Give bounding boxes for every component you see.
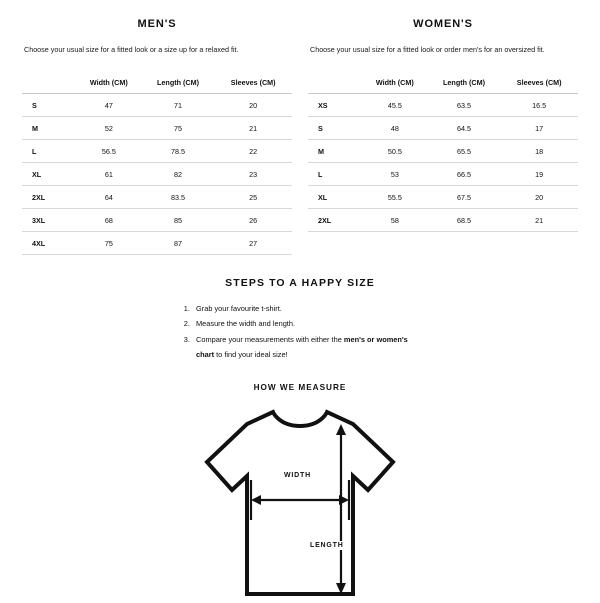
width-value: 55.5 [362, 185, 428, 208]
measure-section [0, 383, 600, 603]
width-measure-arrow [251, 480, 349, 520]
width-value: 53 [362, 162, 428, 185]
sleeves-value: 23 [214, 162, 292, 185]
mens-header-size [22, 71, 76, 94]
sleeves-value: 16.5 [500, 93, 578, 116]
step-text: Grab your favourite t-shirt. [196, 303, 282, 313]
length-label: LENGTH [307, 541, 347, 550]
width-value: 56.5 [76, 139, 142, 162]
list-item [192, 332, 422, 363]
size-label: XL [22, 162, 76, 185]
mens-header-length: Length (CM) [142, 71, 215, 94]
size-label: S [22, 93, 76, 116]
mens-header-width: Width (CM) [76, 71, 142, 94]
length-arrow-top [336, 424, 346, 435]
size-label: S [308, 116, 362, 139]
list-item [192, 301, 422, 317]
mens-chart [14, 18, 300, 255]
size-charts [0, 0, 600, 255]
size-label: 2XL [22, 185, 76, 208]
sleeves-value: 20 [214, 93, 292, 116]
length-value: 75 [142, 116, 215, 139]
size-label: 4XL [22, 231, 76, 254]
table-row [22, 116, 292, 139]
womens-header-size [308, 71, 362, 94]
size-label: L [22, 139, 76, 162]
step-text: Measure the width and length. [196, 319, 296, 329]
width-value: 68 [76, 208, 142, 231]
size-label: M [22, 116, 76, 139]
length-value: 65.5 [428, 139, 501, 162]
table-row [308, 208, 578, 231]
width-value: 75 [76, 231, 142, 254]
length-value: 85 [142, 208, 215, 231]
womens-title: WOMEN'S [413, 18, 473, 30]
tshirt-diagram [185, 398, 415, 603]
sleeves-value: 20 [500, 185, 578, 208]
length-value: 78.5 [142, 139, 215, 162]
steps-section [0, 277, 600, 363]
width-value: 61 [76, 162, 142, 185]
length-value: 71 [142, 93, 215, 116]
sleeves-value: 26 [214, 208, 292, 231]
length-value: 63.5 [428, 93, 501, 116]
womens-size-table [308, 71, 578, 232]
width-label: WIDTH [281, 471, 314, 480]
mens-size-table [22, 71, 292, 255]
table-row [22, 139, 292, 162]
step-text-after: to find your ideal size! [214, 350, 288, 360]
steps-title: STEPS TO A HAPPY SIZE [225, 276, 375, 289]
width-value: 48 [362, 116, 428, 139]
womens-chart [300, 18, 586, 255]
womens-header-length: Length (CM) [428, 71, 501, 94]
sleeves-value: 18 [500, 139, 578, 162]
tshirt-illustration [185, 398, 415, 603]
sleeves-value: 17 [500, 116, 578, 139]
table-row [22, 185, 292, 208]
size-label: XL [308, 185, 362, 208]
width-value: 50.5 [362, 139, 428, 162]
step-text: Compare your measurements with either the [196, 334, 344, 344]
size-label: 3XL [22, 208, 76, 231]
size-label: 2XL [308, 208, 362, 231]
sleeves-value: 21 [214, 116, 292, 139]
length-value: 64.5 [428, 116, 501, 139]
list-item [192, 316, 422, 332]
mens-header-sleeves: Sleeves (CM) [214, 71, 292, 94]
width-value: 64 [76, 185, 142, 208]
table-row [308, 139, 578, 162]
table-row [308, 162, 578, 185]
width-value: 47 [76, 93, 142, 116]
table-row [22, 208, 292, 231]
size-label: M [308, 139, 362, 162]
steps-list [178, 301, 422, 363]
size-label: L [308, 162, 362, 185]
length-value: 67.5 [428, 185, 501, 208]
table-row [308, 116, 578, 139]
length-value: 87 [142, 231, 215, 254]
womens-header-width: Width (CM) [362, 71, 428, 94]
sleeves-value: 21 [500, 208, 578, 231]
table-header-row [308, 71, 578, 94]
table-row [22, 93, 292, 116]
table-row [308, 185, 578, 208]
womens-header-sleeves: Sleeves (CM) [500, 71, 578, 94]
width-value: 52 [76, 116, 142, 139]
womens-intro: Choose your usual size for a fitted look or order men's for an oversized fit. [310, 45, 545, 54]
sleeves-value: 19 [500, 162, 578, 185]
length-value: 68.5 [428, 208, 501, 231]
length-value: 82 [142, 162, 215, 185]
mens-title: MEN'S [137, 18, 177, 30]
width-arrow-left [251, 495, 261, 505]
size-label: XS [308, 93, 362, 116]
table-row [308, 93, 578, 116]
measure-title: HOW WE MEASURE [253, 382, 347, 392]
mens-intro: Choose your usual size for a fitted look or a size up for a relaxed fit. [24, 45, 239, 54]
sleeves-value: 22 [214, 139, 292, 162]
width-value: 45.5 [362, 93, 428, 116]
table-row [22, 162, 292, 185]
width-value: 58 [362, 208, 428, 231]
sleeves-value: 25 [214, 185, 292, 208]
length-value: 83.5 [142, 185, 215, 208]
table-header-row [22, 71, 292, 94]
sleeves-value: 27 [214, 231, 292, 254]
step-text-bold: men's or women's chart [196, 334, 408, 360]
table-row [22, 231, 292, 254]
length-value: 66.5 [428, 162, 501, 185]
